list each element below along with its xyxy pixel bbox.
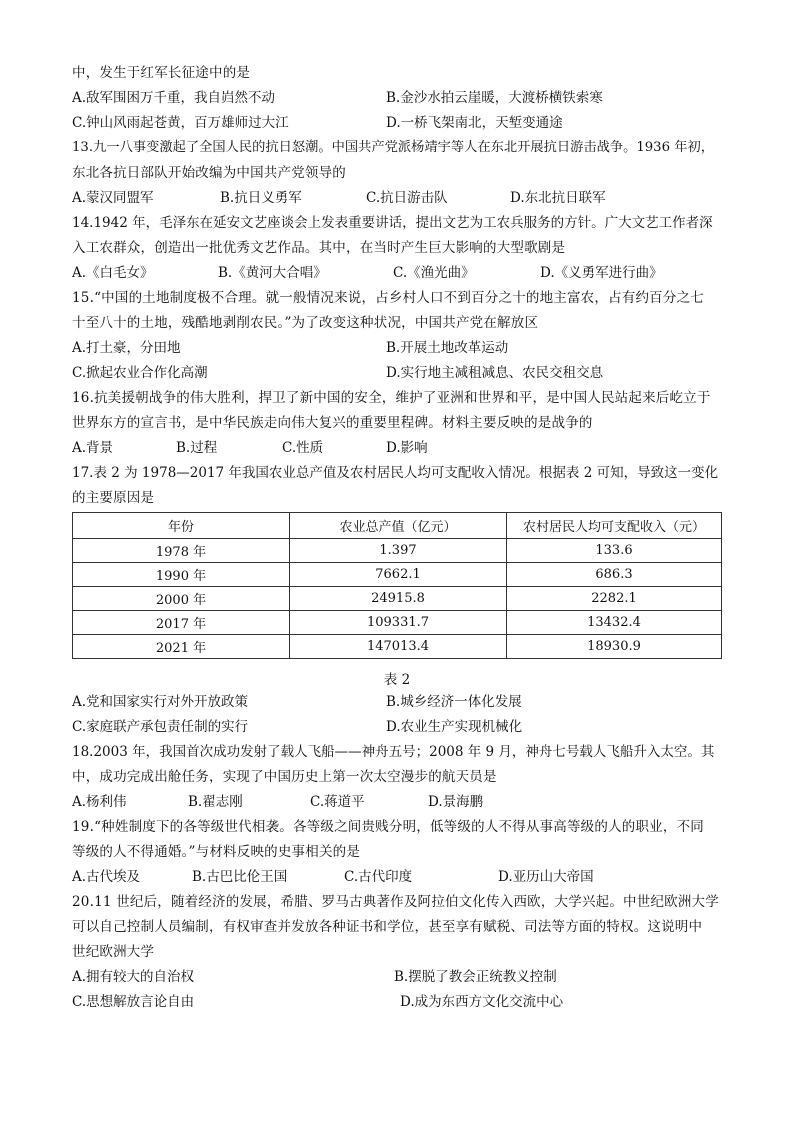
q14-option-a: A.《白毛女》: [72, 265, 154, 281]
q19-option-a: A.古代埃及: [72, 869, 141, 885]
q15-stem-line1: 15.“中国的土地制度极不合理。就一般情况来说，占乡村人口不到百分之十的地主富农，占有约百分之七: [72, 290, 704, 306]
q20-stem-line2: 可以自己控制人员编制，有权审查并发放各种证书和学位，甚至享有赋税、司法等方面的特权。这说明中: [72, 919, 703, 935]
q20-option-d: D.成为东西方文化交流中心: [400, 994, 564, 1010]
table-header-row: [73, 513, 722, 539]
q17-option-d: D.农业生产实现机械化: [386, 719, 523, 735]
q14-option-b: B.《黄河大合唱》: [218, 265, 327, 281]
q13-option-d: D.东北抗日联军: [510, 190, 606, 206]
q19-option-d: D.亚历山大帝国: [498, 869, 594, 885]
q20-option-c: C.思想解放言论自由: [72, 994, 195, 1010]
table-row: [73, 563, 722, 587]
q16-option-b: B.过程: [176, 440, 218, 456]
table-cell: 2000 年: [73, 587, 290, 611]
q12-stem: 中，发生于红军长征途中的是: [72, 65, 251, 81]
q12-option-c: C.钟山风雨起苍黄，百万雄师过大江: [72, 115, 289, 131]
q20-stem-line1: 20.11 世纪后，随着经济的发展，希腊、罗马古典著作及阿拉伯文化传入西欧，大学兴起。中世纪欧洲大学: [72, 894, 719, 910]
q14-stem-line2: 入工农群众，创造出一批优秀文艺作品。其中，在当时产生巨大影响的大型歌剧是: [72, 240, 566, 256]
q15-option-c: C.掀起农业合作化高潮: [72, 365, 208, 381]
q15-stem-line2: 十至八十的土地，残酷地剥削农民。”为了改变这种状况，中国共产党在解放区: [72, 315, 539, 331]
q18-stem-line1: 18.2003 年，我国首次成功发射了载人飞船——神舟五号；2008 年 9 月，神舟七号载人飞船升入太空。其: [72, 744, 715, 760]
table-row: [73, 635, 722, 659]
q19-stem-line2: 等级的人不得通婚。”与材料反映的史事相关的是: [72, 844, 361, 860]
table-cell: 109331.7: [290, 611, 507, 635]
q16-option-d: D.影响: [386, 440, 428, 456]
table-cell: 2021 年: [73, 635, 290, 659]
q17-option-a: A.党和国家实行对外开放政策: [72, 694, 249, 710]
q19-option-b: B.古巴比伦王国: [192, 869, 288, 885]
table-cell: 2282.1: [507, 587, 722, 611]
table-cell: 18930.9: [507, 635, 722, 659]
table-cell: 24915.8: [290, 587, 507, 611]
q15-option-a: A.打土豪，分田地: [72, 340, 181, 356]
q20-option-b: B.摆脱了教会正统教义控制: [394, 969, 557, 985]
table-cell: 133.6: [507, 539, 722, 563]
data-table: [72, 512, 722, 659]
table-header-cell: 农业总产值（亿元）: [290, 513, 507, 539]
q16-option-c: C.性质: [282, 440, 324, 456]
q18-option-c: C.蒋道平: [310, 794, 365, 810]
table-row: [73, 539, 722, 563]
q20-option-a: A.拥有较大的自治权: [72, 969, 195, 985]
q13-option-c: C.抗日游击队: [366, 190, 448, 206]
table-header-cell: 农村居民人均可支配收入（元）: [507, 513, 722, 539]
q15-option-b: B.开展土地改革运动: [386, 340, 509, 356]
table-cell: 1990 年: [73, 563, 290, 587]
table-cell: 7662.1: [290, 563, 507, 587]
q14-stem-line1: 14.1942 年，毛泽东在延安文艺座谈会上发表重要讲话，提出文艺为工农兵服务的方针。广大文艺工作者深: [72, 215, 713, 231]
table-row: [73, 611, 722, 635]
table-caption: 表 2: [383, 672, 411, 688]
q19-option-c: C.古代印度: [344, 869, 413, 885]
q13-option-a: A.蒙汉同盟军: [72, 190, 154, 206]
q12-option-b: B.金沙水拍云崖暖，大渡桥横铁索寒: [386, 90, 603, 106]
q13-option-b: B.抗日义勇军: [220, 190, 302, 206]
q16-stem-line2: 世界东方的宣言书，是中华民族走向伟大复兴的重要里程碑。材料主要反映的是战争的: [72, 415, 593, 431]
q12-option-a: A.敌军围困万千重，我自岿然不动: [72, 90, 276, 106]
q16-option-a: A.背景: [72, 440, 114, 456]
q15-option-d: D.实行地主减租减息、农民交租交息: [386, 365, 604, 381]
q16-stem-line1: 16.抗美援朝战争的伟大胜利，捍卫了新中国的安全，维护了亚洲和世界和平，是中国人民站起来后屹立于: [72, 390, 711, 406]
q18-option-d: D.景海鹏: [428, 794, 484, 810]
table-cell: 1978 年: [73, 539, 290, 563]
table-row: [73, 587, 722, 611]
q18-stem-line2: 中，成功完成出舱任务，实现了中国历史上第一次太空漫步的航天员是: [72, 769, 497, 785]
table-cell: 686.3: [507, 563, 722, 587]
table-cell: 2017 年: [73, 611, 290, 635]
table-header-cell: 年份: [73, 513, 290, 539]
table-cell: 13432.4: [507, 611, 722, 635]
q12-option-d: D.一桥飞架南北，天堑变通途: [386, 115, 563, 131]
q17-option-b: B.城乡经济一体化发展: [386, 694, 522, 710]
q20-stem-line3: 世纪欧洲大学: [72, 944, 155, 960]
q13-stem-line1: 13.九一八事变激起了全国人民的抗日怒潮。中国共产党派杨靖宇等人在东北开展抗日游击战争。1936 年初，: [72, 140, 715, 155]
table-cell: 147013.4: [290, 635, 507, 659]
q18-option-a: A.杨利伟: [72, 794, 127, 810]
q17-option-c: C.家庭联产承包责任制的实行: [72, 719, 249, 735]
q14-option-d: D.《义勇军进行曲》: [540, 265, 663, 281]
q17-stem-line2: 的主要原因是: [72, 490, 155, 506]
q17-stem-line1: 17.表 2 为 1978—2017 年我国农业总产值及农村居民人均可支配收入情况。根据表 2 可知，导致这一变化: [72, 465, 719, 481]
q19-stem-line1: 19.“种姓制度下的各等级世代相袭。各等级之间贵贱分明，低等级的人不得从事高等级的人的职业，不同: [72, 819, 704, 835]
q14-option-c: C.《渔光曲》: [393, 265, 475, 281]
q13-stem-line2: 东北各抗日部队开始改编为中国共产党领导的: [72, 165, 346, 181]
q18-option-b: B.翟志刚: [188, 794, 243, 810]
table-cell: 1.397: [290, 539, 507, 563]
